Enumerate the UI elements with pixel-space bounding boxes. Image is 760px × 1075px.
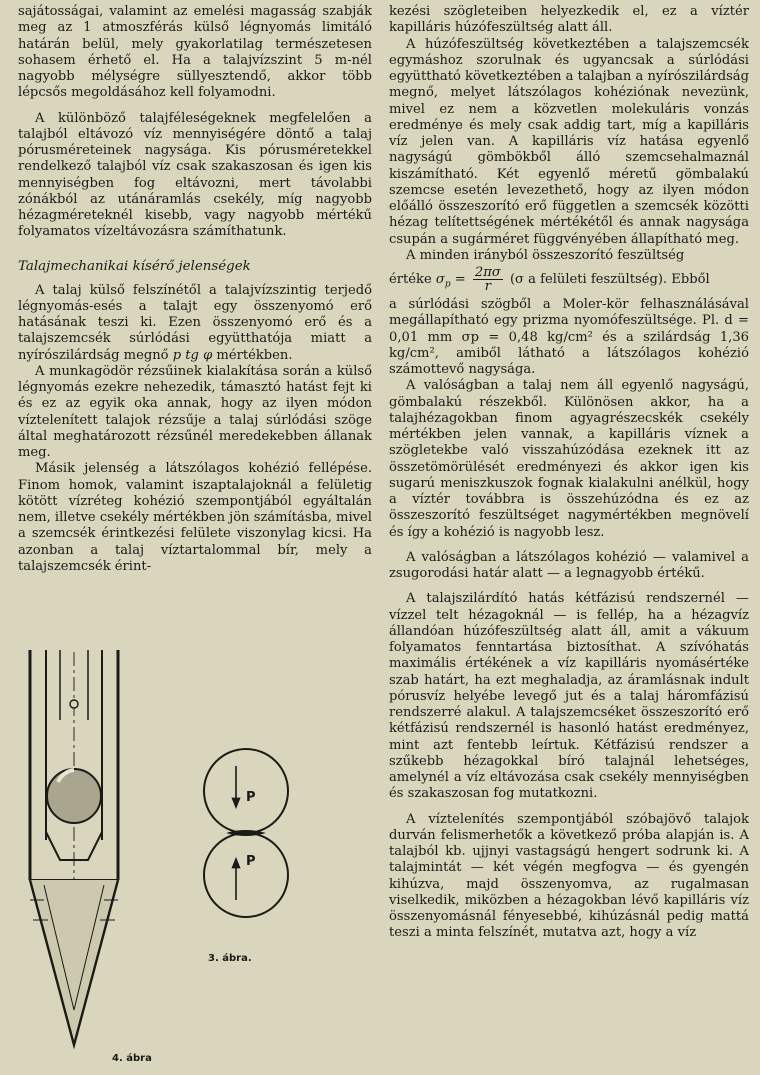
paragraph-text: mértékben. — [216, 347, 293, 363]
fraction-numerator: 2πσ — [474, 265, 501, 280]
figure-caption: 4. ábra — [112, 1053, 152, 1064]
sigma-symbol: σ — [435, 272, 445, 287]
two-grains-drawing — [204, 749, 288, 917]
paragraph: A víztelenítés szempontjából szóbajövő talajok durván felismerhetők a következő próba alapján is. A talajból kb. ujjnyi vastagságú hengert sodrunk ki. A talajmintát — két végén megfogva — és gyengén kihúzva, majd összenyomva, az rugalmasan viselkedik, miközben a hézagokban lévő kapilláris víz összenyomásnál fényesebbé, kihúzásnál pedig mattá teszi a minta felszínét, mutatva azt, hogy a víz — [389, 811, 749, 941]
paragraph: A talajszilárdító hatás kétfázisú rendszernél — vízzel telt hézagoknál — is fellép, ha a hézagvíz állandóan húzófeszültség alatt áll, amit a vákuum folyamatos fenntartása biztosíthat. A szívóhatás maximális értékének a víz kapilláris nyomásértéke szab határt, ha ezt meghaladja, az áramlásnak indult pórusvíz helyébe levegő jut és a talaj háromfázisú rendszerré alakul. A talajszemcséket összeszorító erő kétfázisú rendszernél is hasonló hatást eredményez, mint azt fentebb leírtuk. Kétfázisú rendszer a szűkebb hézagokkal bíró talajnál lehetséges, amelynél a víz eltávozása csak csekély mennyiségben és szakaszosan fog mutatkozni. — [389, 591, 749, 802]
paragraph: Másik jelenség a látszólagos kohézió fellépése. Finom homok, valamint iszaptalajoknál a felületig kötött vízréteg kohézió szempontjából egyáltalán nem, illetve csekély mértékben jön számításba, mivel a szemcsék érintkezési felülete viszonylag kicsi. Ha azonban a talaj víztartalommal bír, mely a talajszemcsék érint- — [18, 461, 372, 574]
paragraph: A minden irányból összeszorító feszültség — [406, 247, 685, 263]
paragraph-text: értéke — [389, 272, 432, 287]
paragraph: A valóságban a látszólagos kohézió — valamivel a zsugorodási határ alatt — a legnagyobb értékű. — [389, 549, 749, 581]
force-label: P — [246, 854, 256, 869]
paragraph: A munkagödör rézsűinek kialakítása során a külső légnyomás ezekre nehezedik, támasztó hatást fejt ki és ez az egyik oka annak, hogy az ilyen módon víztelenített talajok rézsűje a talaj súrlódási szöge által meghatározott rézsűnél meredekebben állanak meg. — [18, 363, 372, 460]
meniscus — [228, 831, 264, 836]
paragraph: A húzófeszültség következtében a talajszemcsék egymáshoz szorulnak és ugyancsak a súrlódási együttható következtében a talajban a nyírószilárdság megnő, melyet látszólagos kohéziónak nevezünk, mivel ez nem a közvetlen molekuláris vonzás eredménye és mely csak addig tart, míg a kapilláris víz jelen van. A kapilláris víz hatása egyenlő nagyságú gömbökből álló szemcsehalmaznál kiszámítható. Két egyenlő méretű gömbalakú szemcse esetén levezethető, hogy az ilyen módon előálló összeszorító erő független a szemcsék közötti hézag telítettségének mértékétől és annak nagysága csupán a sugárméret függvényében állapítható meg. — [389, 36, 749, 247]
paragraph: a súrlódási szögből a Moler-kör felhasználásával megállapítható egy prizma nyomófeszültsége. Pl. d = 0,01 mm σp = 0,48 kg/cm² és a szilárdság 1,36 kg/cm², amiből látható a látszólagos kohézió számottevő nagysága. — [389, 297, 749, 377]
section-heading: Talajmechanikai kísérő jelenségek — [18, 258, 251, 274]
paragraph-text: (σ a felületi feszültség). Ebből — [509, 272, 710, 287]
paragraph: kezési szögleteiben helyezkedik el, ez a víztér kapilláris húzófeszültség alatt áll. — [389, 4, 749, 36]
subscript: p — [444, 279, 451, 290]
upper-grain — [204, 749, 288, 833]
paragraph: A különböző talajféleségeknek megfelelően a talajból eltávozó víz mennyiségére döntő a talaj pórusméreteinek nagysága. Kis pórusméretekkel rendelkező talajból víz csak szakaszosan és igen kis mennyiségben fog eltávozni, mert távolabbi zónákból az utánáramlás csekély, míg nagyobb hézagméreteknél kisebb, vagy nagyobb mértékű folyamatos vízeltávozásra számíthatunk. — [18, 110, 372, 240]
figure-caption: 3. ábra. — [208, 953, 252, 964]
paragraph: sajátosságai, valamint az emelési magasság szabják meg az 1 atmoszférás külső légnyomás limitáló határán belül, mely gyakorlatilag természetesen sohasem érhető el. Ha a talajvízszint 5 m-nél nagyobb mélységre süllyesztendő, akkor több lépcsős megoldásához kell folyamodni. — [18, 4, 372, 101]
right-column — [389, 4, 749, 942]
fraction — [473, 266, 503, 293]
force-label: P — [246, 790, 256, 805]
wellpoint-drawing — [30, 650, 118, 1045]
fraction-denominator: r — [484, 279, 491, 294]
left-column — [18, 4, 372, 575]
lower-grain — [204, 833, 288, 917]
equals-sign: = — [450, 272, 470, 287]
paragraph — [18, 283, 372, 364]
formula-line — [389, 266, 749, 293]
paragraph: A valóságban a talaj nem áll egyenlő nagyságú, gömbalakú részekből. Különösen akkor, ha a talajhézagokban finom agyagrészecskék csekély mértékben jelen vannak, a kapilláris víznek a szögletekbe való visszahúzódása ezeknek itt az összetömörülését eredményezi és akkor igen kis sugarú meniszkuszok fognak kialakulni anélkül, hogy a víztér továbbra is összehúzódna és ez az összeszorító feszültséget nagymértékben megnövelí és így a kohézió is nagyobb lesz. — [389, 378, 749, 540]
formula: p tg φ — [172, 347, 213, 363]
paragraph-text: A talaj külső felszínétől a talajvízszintig terjedő légnyomás-esés a talajt egy összenyomó erő hatásának teszi ki. Ezen összenyomó erő és a talajszemcsék súrlódási együtthatója miatt a nyírószilárdság megnő — [18, 282, 372, 363]
